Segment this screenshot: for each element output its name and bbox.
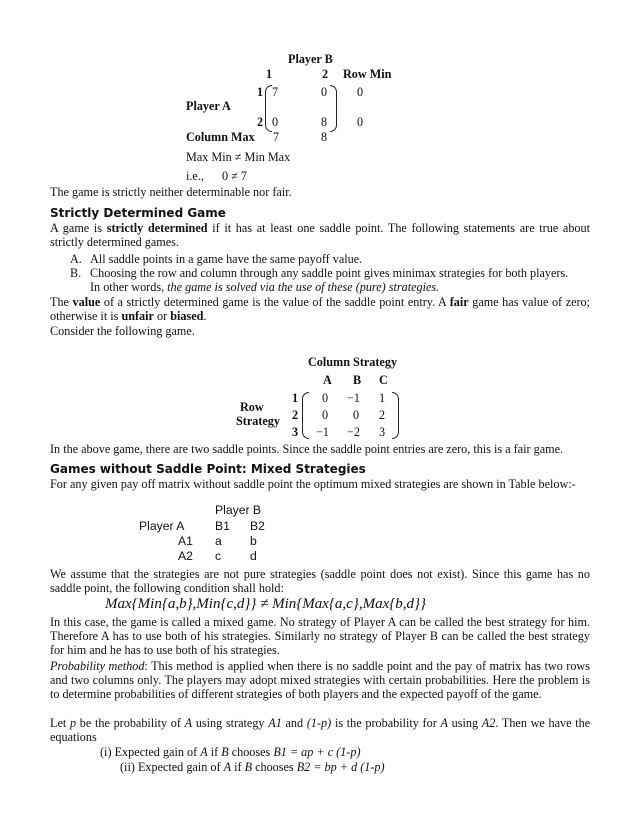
row-label-1: Row: [240, 400, 264, 414]
matrix-2-left-bracket: [302, 392, 309, 439]
eq2-text: Expected gain of: [137, 760, 221, 774]
let-3: using strategy: [195, 716, 265, 730]
m2-r2c3: 2: [379, 408, 386, 422]
eq2-expr: B2 = bp + d (1-p): [296, 760, 385, 774]
ie-label: i.e.,: [186, 169, 204, 183]
m2-row1-label: 1: [292, 391, 299, 405]
cell-r1c1: 7: [272, 85, 279, 99]
row1-min: 0: [357, 85, 364, 99]
unfair-bold: unfair: [121, 309, 154, 324]
col-b-header: B: [353, 373, 362, 387]
value-p1: The: [50, 295, 69, 309]
cell-r2c1: 0: [272, 115, 279, 129]
eq1-var-b: B: [221, 745, 229, 759]
m2-r2c1: 0: [322, 408, 329, 422]
row-label-2: Strategy: [236, 414, 280, 428]
mixed-game-text: In this case, the game is called a mixed game. No strategy of Player A can be called the best strategy for him. Therefore A has to use both of his strategies. Similarly no strategy of Player B can be called the best strategy for him and he has to use both of his strategies.: [50, 615, 590, 658]
heading-mixed: Games without Saddle Point: Mixed Strategies: [50, 462, 366, 476]
maxmin-line: Max Min ≠ Min Max: [186, 150, 291, 164]
column-max-1: 7: [273, 130, 280, 144]
col-a-header: A: [323, 373, 332, 387]
table-a2-b1: c: [215, 549, 222, 563]
strict-p2: if it has at least one saddle point. The following statements are true about strictly determined games.: [50, 221, 591, 250]
value-p3: game has value of zero; otherwise it is: [50, 295, 591, 324]
item-b-cont-italic: the game is solved via the use of these (pure) strategies.: [167, 280, 440, 294]
m2-r2c2: 0: [353, 408, 360, 422]
value-p2: of a strictly determined game is the value of the saddle point entry. A: [103, 295, 447, 309]
item-a-letter: A.: [70, 252, 82, 266]
fair-bold: fair: [449, 295, 469, 309]
column-max-2: 8: [321, 130, 328, 144]
table-a2-b2: d: [250, 549, 257, 563]
var-one-minus-p: (1-p): [306, 716, 332, 730]
strict-paragraph: [50, 221, 590, 249]
table-player-a: Player A: [139, 519, 185, 533]
player-a-label: Player A: [186, 99, 231, 113]
heading-strictly-determined: Strictly Determined Game: [50, 206, 226, 220]
item-b-continuation: [90, 280, 439, 295]
matrix-1-left-bracket: [265, 85, 272, 132]
item-b-text: Choosing the row and column through any saddle point gives minimax strategies for both players.: [90, 266, 569, 280]
table-b1: B1: [215, 519, 230, 533]
table-a1-b2: b: [250, 534, 257, 548]
matrix-2-right-bracket: [392, 392, 399, 439]
col1-header: 1: [266, 67, 273, 81]
let-5: . Then we have the equations: [50, 716, 591, 745]
and-text: and: [285, 716, 304, 730]
ie-value: 0 ≠ 7: [222, 169, 247, 183]
eq1-if: if: [210, 745, 219, 759]
prob-label: Probability method: [50, 659, 145, 673]
col2-header: 2: [322, 67, 329, 81]
let-4: is the probability for: [334, 716, 437, 730]
eq2-chooses: chooses: [255, 760, 294, 774]
var-a: A: [184, 716, 193, 730]
consider-text: Consider the following game.: [50, 324, 195, 338]
m2-row3-label: 3: [292, 425, 299, 439]
let-1: Let: [50, 716, 67, 730]
eq1-chooses: chooses: [231, 745, 271, 759]
not-determinable-text: The game is strictly neither determinable nor fair.: [50, 185, 292, 199]
using-text: using: [451, 716, 479, 730]
matrix-1-right-bracket: [330, 85, 337, 132]
column-max-label: Column Max: [186, 130, 255, 144]
saddle-two-text: In the above game, there are two saddle points. Since the saddle point entries are zero, this is a fair game.: [50, 442, 564, 456]
m2-r3c1: −1: [316, 425, 329, 439]
row2-label: 2: [257, 115, 264, 129]
let-2: be the probability of: [79, 716, 181, 730]
m2-r1c2: −1: [347, 391, 360, 405]
let-paragraph: [50, 716, 590, 744]
player-b-label: Player B: [288, 52, 333, 66]
mixed-intro: For any given pay off matrix without saddle point the optimum mixed strategies are shown in Table below:-: [50, 477, 576, 491]
row1-label: 1: [257, 85, 264, 99]
cell-r1c2: 0: [321, 85, 328, 99]
table-player-b: Player B: [215, 503, 262, 517]
eq2-var-a: A: [223, 760, 232, 774]
table-a2: A2: [178, 549, 193, 563]
col-c-header: C: [379, 373, 388, 387]
strict-p1: A game is: [50, 221, 103, 235]
var-a2: A2: [481, 716, 496, 730]
value-paragraph: [50, 295, 590, 323]
assume-text: We assume that the strategies are not pure strategies (saddle point does not exist). Since this game has no saddle point, the following condition shall hold:: [50, 567, 590, 596]
column-strategy-label: Column Strategy: [308, 355, 398, 369]
m2-r1c3: 1: [379, 391, 386, 405]
strict-bold: strictly determined: [106, 221, 208, 235]
probability-method-text: [50, 659, 590, 702]
equation-2: [120, 760, 385, 775]
table-a1-b1: a: [215, 534, 222, 548]
row2-min: 0: [357, 115, 364, 129]
m2-r3c3: 3: [379, 425, 386, 439]
eq2-num: (ii): [120, 760, 135, 774]
var-p: p: [69, 716, 77, 730]
condition-formula: Max{Min{a,b},Min{c,d}} ≠ Min{Max{a,c},Max{b,d}}: [105, 596, 426, 612]
eq2-var-b: B: [244, 760, 253, 774]
eq1-num: (i): [100, 745, 112, 759]
eq2-if: if: [234, 760, 242, 774]
prob-text: : This method is applied when there is no saddle point and the pay of matrix has two rows and two columns only. The players may adopt mixed strategies with certain probabilities. Here the problem is to determine probabilities of different strategies of both players and the expected payoff of the game.: [50, 659, 590, 702]
biased-bold: biased: [170, 309, 204, 324]
or-text: or: [157, 309, 168, 324]
var-a1: A1: [268, 716, 282, 730]
period: .: [203, 309, 207, 324]
table-b2: B2: [250, 519, 265, 533]
var-a-2: A: [440, 716, 448, 730]
item-b-letter: B.: [70, 266, 82, 280]
table-a1: A1: [178, 534, 193, 548]
m2-r3c2: −2: [347, 425, 360, 439]
eq1-text: Expected gain of: [114, 745, 198, 759]
eq1-expr: B1 = ap + c (1-p): [273, 745, 361, 759]
value-bold: value: [72, 295, 101, 309]
row-min-header: Row Min: [343, 67, 392, 81]
eq1-var-a: A: [200, 745, 208, 759]
m2-r1c1: 0: [322, 391, 329, 405]
cell-r2c2: 8: [321, 115, 328, 129]
m2-row2-label: 2: [292, 408, 299, 422]
item-b-cont-plain: In other words,: [90, 280, 165, 294]
item-a-text: All saddle points in a game have the same payoff value.: [90, 252, 363, 266]
equation-1: [100, 745, 361, 760]
